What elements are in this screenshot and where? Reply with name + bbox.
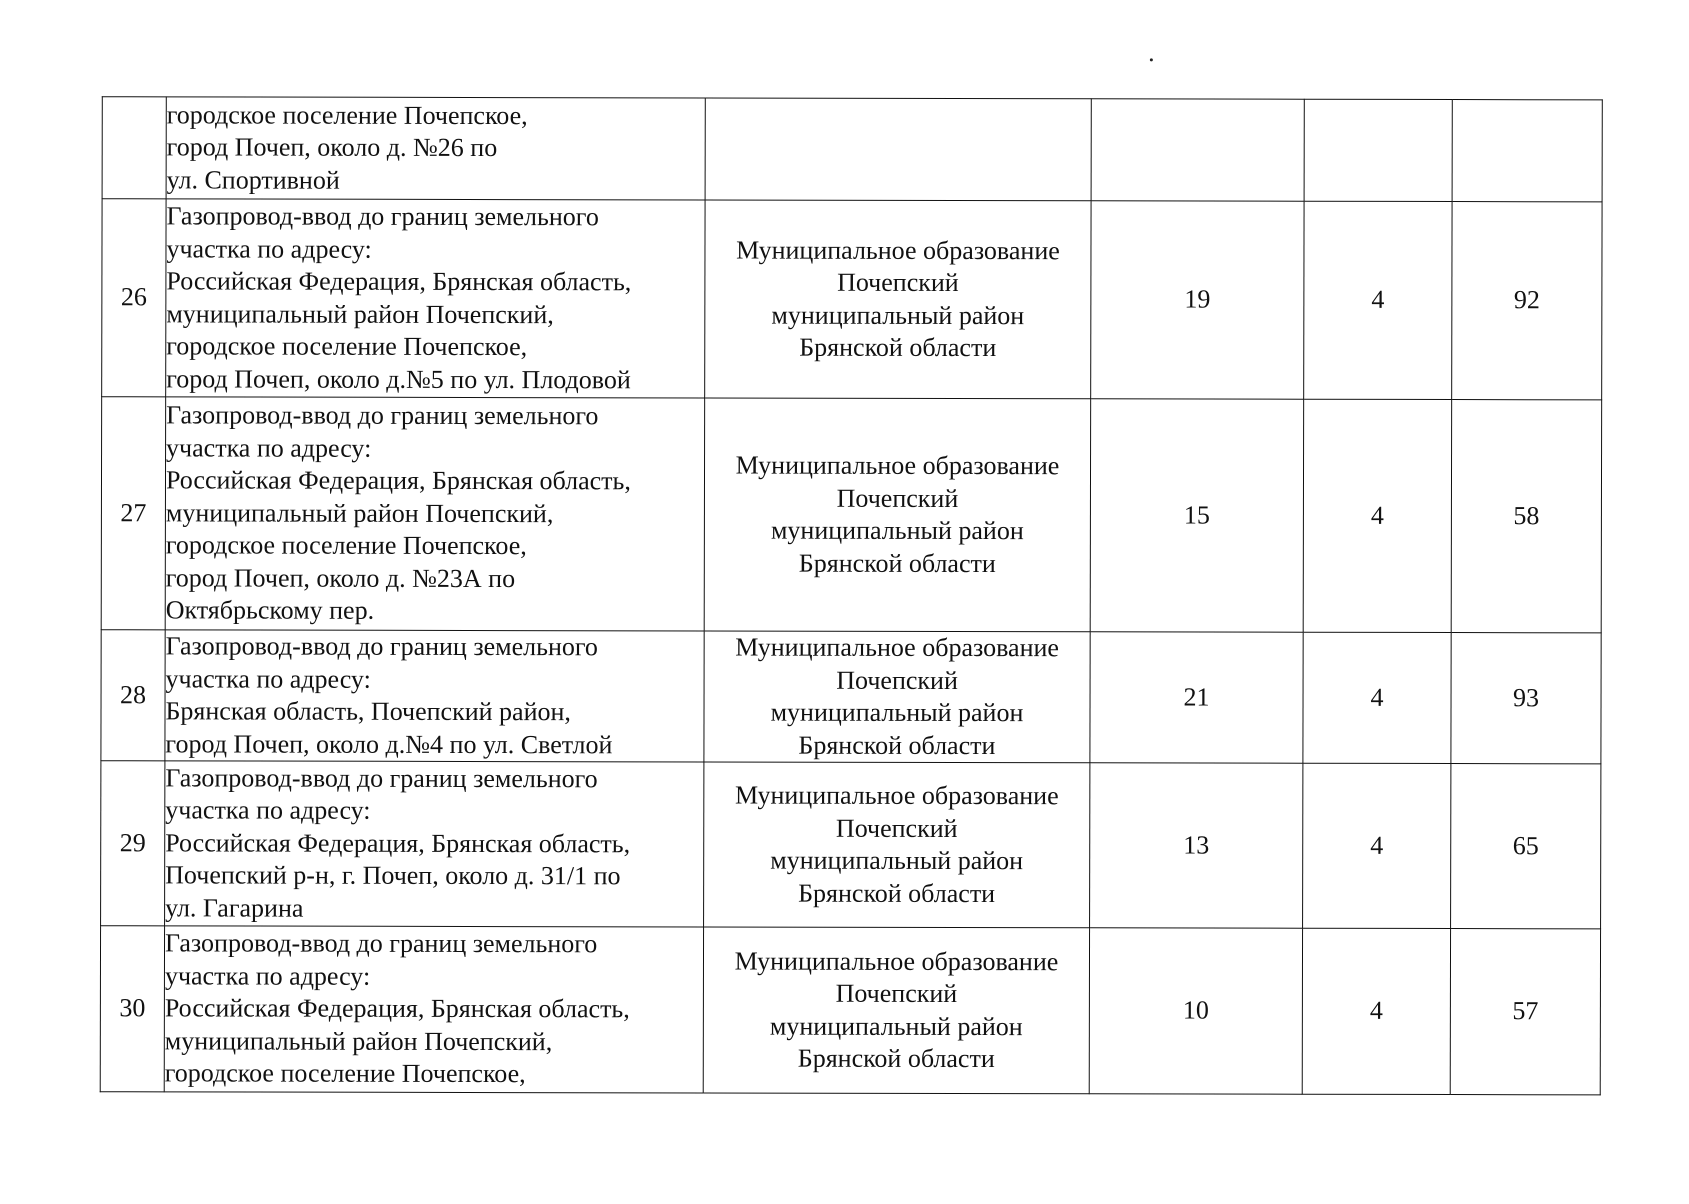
description-line: участка по адресу: (166, 233, 372, 264)
description-line: Газопровод-ввод до границ земельного (166, 201, 599, 232)
object-description-cell (165, 761, 704, 927)
owner-line: Брянской области (797, 1043, 995, 1074)
value-cell-1: 13 (1090, 763, 1303, 928)
owner-line: Муниципальное образование (736, 235, 1060, 265)
register-table (100, 96, 1603, 1095)
object-description-cell (165, 630, 704, 762)
value-cell-3: 93 (1451, 633, 1601, 764)
row-number-cell (102, 97, 166, 199)
description-line: Брянская область, Почепский район, (165, 696, 571, 727)
description-line: город Почеп, около д.№4 по ул. Светлой (165, 728, 613, 759)
value-cell-3: 58 (1451, 400, 1601, 633)
owner-line: муниципальный район (771, 300, 1025, 330)
value-cell-2: 4 (1303, 399, 1451, 632)
owner-line: Почепский (835, 813, 958, 843)
table-row (101, 761, 1601, 929)
value-cell-1 (1091, 99, 1304, 201)
value-cell-2: 4 (1302, 928, 1450, 1094)
owner-cell (704, 398, 1090, 632)
description-line: ул. Гагарина (165, 893, 304, 923)
owner-line: Муниципальное образование (735, 450, 1060, 481)
owner-line: Брянской области (798, 878, 996, 908)
row-number-cell: 30 (100, 926, 164, 1092)
owner-cell (703, 927, 1089, 1094)
description-line: городское поселение Почепское, (166, 100, 528, 130)
value-cell-3: 92 (1452, 202, 1602, 400)
owner-line: муниципальный район (770, 515, 1024, 546)
description-line: муниципальный район Почепский, (165, 498, 554, 528)
owner-line: Муниципальное образование (734, 946, 1059, 976)
description-line: Российская Федерация, Брянская область, (165, 828, 631, 859)
object-description-cell (166, 199, 705, 398)
description-line: участка по адресу: (165, 663, 371, 694)
description-line: муниципальный район Почепский, (164, 1026, 553, 1056)
owner-cell (705, 200, 1091, 399)
register-table-body (100, 97, 1602, 1095)
value-cell-1: 10 (1089, 928, 1302, 1094)
description-line: ул. Спортивной (166, 165, 340, 195)
owner-cell (704, 762, 1090, 928)
owner-line: муниципальный район (770, 845, 1024, 876)
table-row (100, 926, 1600, 1095)
description-line: Газопровод-ввод до границ земельного (165, 763, 598, 794)
object-description-cell (165, 397, 704, 631)
description-line: Российская Федерация, Брянская область, (165, 465, 631, 496)
object-description-cell (166, 97, 705, 200)
value-cell-3 (1452, 100, 1602, 202)
description-line: город Почеп, около д.№5 по ул. Плодовой (166, 363, 631, 394)
owner-cell (704, 631, 1090, 763)
owner-line: муниципальный район (770, 697, 1024, 728)
object-description-cell (164, 926, 703, 1093)
description-line: участка по адресу: (166, 433, 372, 463)
description-line: Российская Федерация, Брянская область, (166, 266, 632, 297)
owner-line: Почепский (837, 267, 959, 298)
description-line: Октябрьскому пер. (165, 595, 375, 626)
description-line: город Почеп, около д. №26 по (166, 132, 498, 163)
value-cell-3: 65 (1451, 764, 1601, 929)
owner-line: Брянской области (798, 730, 996, 760)
owner-line: Брянской области (798, 548, 996, 578)
row-number-cell: 27 (101, 397, 165, 630)
description-line: городское поселение Почепское, (165, 530, 527, 561)
owner-line: Муниципальное образование (735, 632, 1060, 663)
description-line: Почепский р-н, г. Почеп, около д. 31/1 по (165, 860, 621, 891)
description-line: город Почеп, около д. №23А по (165, 563, 516, 593)
owner-line: Брянской области (799, 332, 997, 363)
scan-speck (1150, 58, 1153, 61)
value-cell-1: 19 (1091, 201, 1304, 399)
owner-cell (705, 98, 1091, 201)
description-line: городское поселение Почепское, (164, 1058, 526, 1089)
table-row (102, 199, 1602, 400)
description-line: Газопровод-ввод до границ земельного (165, 631, 598, 662)
owner-line: муниципальный район (769, 1011, 1023, 1041)
description-line: участка по адресу: (165, 795, 371, 826)
owner-line: Почепский (835, 978, 958, 1009)
description-line: Российская Федерация, Брянская область, (164, 993, 630, 1024)
value-cell-2: 4 (1303, 763, 1451, 928)
table-row (101, 397, 1601, 633)
owner-line: Почепский (836, 483, 959, 513)
owner-line: Почепский (836, 665, 958, 695)
row-number-cell: 28 (101, 630, 165, 761)
value-cell-3: 57 (1450, 929, 1600, 1095)
value-cell-1: 21 (1090, 632, 1303, 763)
table-row (101, 630, 1601, 764)
row-number-cell: 26 (102, 199, 166, 397)
value-cell-2 (1304, 99, 1452, 201)
owner-line: Муниципальное образование (734, 780, 1059, 811)
table-row (102, 97, 1602, 202)
value-cell-2: 4 (1304, 201, 1452, 399)
description-line: Газопровод-ввод до границ земельного (166, 400, 599, 431)
description-line: муниципальный район Почепский, (166, 298, 554, 329)
row-number-cell: 29 (101, 761, 165, 926)
value-cell-1: 15 (1090, 399, 1303, 632)
description-line: участка по адресу: (164, 961, 371, 991)
description-line: городское поселение Почепское, (166, 331, 528, 362)
value-cell-2: 4 (1303, 632, 1451, 763)
description-line: Газопровод-ввод до границ земельного (164, 928, 598, 959)
